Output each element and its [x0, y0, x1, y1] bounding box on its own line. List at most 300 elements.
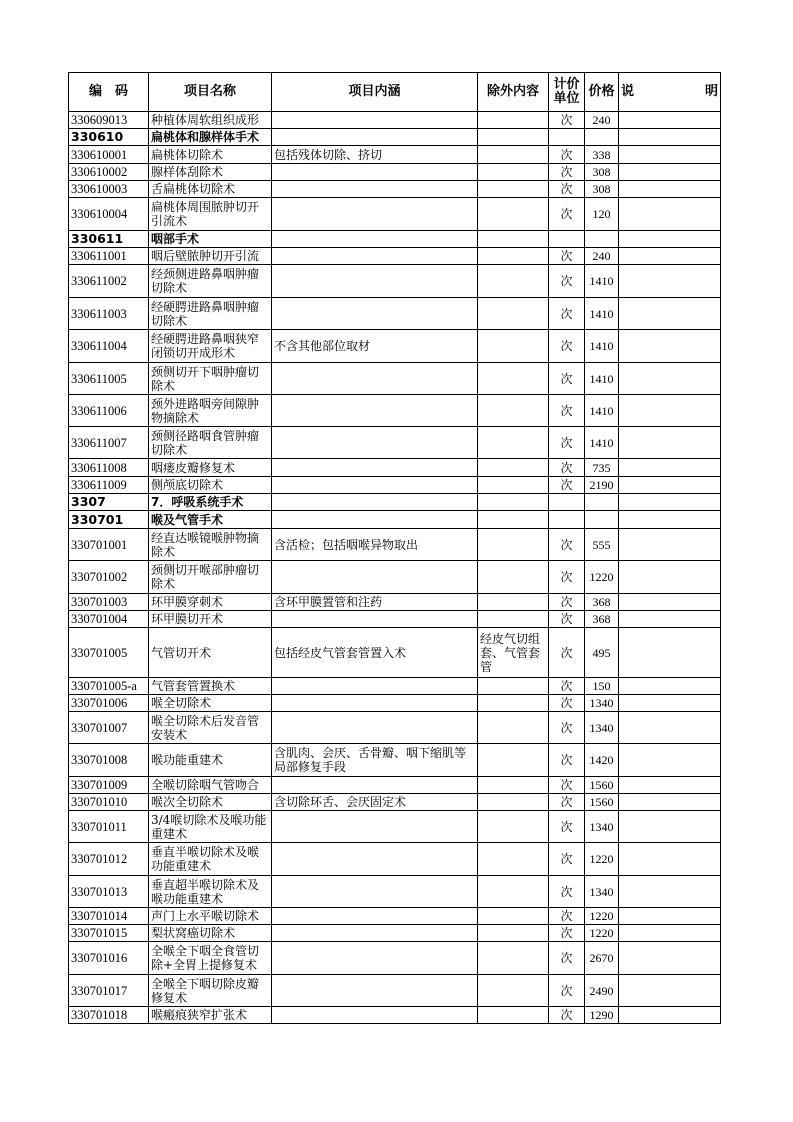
- content-cell: [272, 265, 478, 298]
- table-row: [69, 477, 721, 494]
- exclude-cell: [478, 908, 549, 925]
- unit-cell: 次: [549, 611, 585, 628]
- name-cell: 经硬腭进路鼻咽肿瘤切除术: [149, 298, 272, 330]
- note-cell: [619, 146, 721, 164]
- price-cell: 1420: [585, 744, 619, 777]
- name-cell: 7．呼吸系统手术: [149, 494, 272, 511]
- unit-cell: 次: [549, 1007, 585, 1024]
- content-cell: 含肌肉、会厌、舌骨瓣、咽下缩肌等局部修复手段: [272, 744, 478, 777]
- name-cell: 梨状窝癌切除术: [149, 925, 272, 942]
- price-cell: 1220: [585, 908, 619, 925]
- content-cell: [272, 427, 478, 459]
- table-row: [69, 561, 721, 594]
- name-cell: 气管套管置换术: [149, 678, 272, 695]
- content-cell: [272, 777, 478, 794]
- table-row: [69, 330, 721, 363]
- note-cell: [619, 181, 721, 198]
- price-cell: 308: [585, 181, 619, 198]
- price-cell: 150: [585, 678, 619, 695]
- unit-cell: 次: [549, 265, 585, 298]
- content-cell: [272, 198, 478, 231]
- name-cell: 声门上水平喉切除术: [149, 908, 272, 925]
- code-cell: 330611008: [69, 459, 149, 477]
- unit-cell: 次: [549, 594, 585, 611]
- table-row: [69, 529, 721, 561]
- content-cell: [272, 494, 478, 511]
- code-cell: 330701009: [69, 777, 149, 794]
- price-cell: 1560: [585, 794, 619, 811]
- note-cell: [619, 908, 721, 925]
- code-cell: 330701003: [69, 594, 149, 611]
- code-cell: 330701017: [69, 975, 149, 1007]
- price-cell: 735: [585, 459, 619, 477]
- note-cell: [619, 794, 721, 811]
- note-cell: [619, 395, 721, 427]
- price-table: [68, 72, 721, 1024]
- exclude-cell: [478, 129, 549, 146]
- price-cell: 1340: [585, 811, 619, 843]
- unit-cell: 次: [549, 112, 585, 129]
- unit-cell: 次: [549, 843, 585, 876]
- name-cell: 全喉全下咽全食管切除+全胃上提修复术: [149, 942, 272, 975]
- note-cell: [619, 248, 721, 265]
- note-cell: [619, 843, 721, 876]
- content-cell: [272, 298, 478, 330]
- exclude-cell: [478, 330, 549, 363]
- name-cell: 喉全切除术: [149, 695, 272, 712]
- code-cell: 330701011: [69, 811, 149, 843]
- unit-cell: 次: [549, 876, 585, 908]
- code-cell: 330701018: [69, 1007, 149, 1024]
- content-cell: [272, 112, 478, 129]
- name-cell: 腺样体刮除术: [149, 164, 272, 181]
- note-cell: [619, 363, 721, 395]
- code-cell: 330701001: [69, 529, 149, 561]
- unit-cell: 次: [549, 164, 585, 181]
- price-cell: 1220: [585, 843, 619, 876]
- code-cell: 330701005-a: [69, 678, 149, 695]
- content-cell: [272, 876, 478, 908]
- code-cell: 330611001: [69, 248, 149, 265]
- code-cell: 330701013: [69, 876, 149, 908]
- price-cell: 1410: [585, 298, 619, 330]
- price-cell: 338: [585, 146, 619, 164]
- exclude-cell: [478, 712, 549, 744]
- note-cell: [619, 925, 721, 942]
- name-cell: 颈外进路咽旁间隙肿物摘除术: [149, 395, 272, 427]
- exclude-cell: [478, 811, 549, 843]
- note-cell: [619, 112, 721, 129]
- unit-cell: 次: [549, 925, 585, 942]
- price-cell: 1290: [585, 1007, 619, 1024]
- name-cell: 垂直超半喉切除术及喉功能重建术: [149, 876, 272, 908]
- price-cell: 1340: [585, 712, 619, 744]
- exclude-cell: [478, 459, 549, 477]
- name-cell: 气管切开术: [149, 628, 272, 678]
- code-cell: 330611005: [69, 363, 149, 395]
- content-cell: 含活检；包括咽喉异物取出: [272, 529, 478, 561]
- content-cell: [272, 231, 478, 248]
- note-cell: [619, 298, 721, 330]
- table-row: [69, 975, 721, 1007]
- exclude-cell: [478, 843, 549, 876]
- price-cell: 1220: [585, 561, 619, 594]
- exclude-cell: [478, 511, 549, 529]
- exclude-cell: [478, 248, 549, 265]
- exclude-cell: [478, 529, 549, 561]
- name-cell: 颈侧切开下咽肿瘤切除术: [149, 363, 272, 395]
- name-cell: 环甲膜切开术: [149, 611, 272, 628]
- table-row: [69, 112, 721, 129]
- section-row: [69, 511, 721, 529]
- table-row: [69, 265, 721, 298]
- table-row: [69, 298, 721, 330]
- table-row: [69, 1007, 721, 1024]
- code-cell: 330610001: [69, 146, 149, 164]
- header-note-right: 明: [704, 84, 718, 99]
- price-cell: 2490: [585, 975, 619, 1007]
- table-row: [69, 777, 721, 794]
- table-row: [69, 678, 721, 695]
- note-cell: [619, 678, 721, 695]
- exclude-cell: [478, 744, 549, 777]
- note-cell: [619, 712, 721, 744]
- table-row: [69, 164, 721, 181]
- code-cell: 330610003: [69, 181, 149, 198]
- unit-cell: [549, 494, 585, 511]
- content-cell: 不含其他部位取材: [272, 330, 478, 363]
- note-cell: [619, 198, 721, 231]
- content-cell: [272, 363, 478, 395]
- name-cell: 咽部手术: [149, 231, 272, 248]
- exclude-cell: [478, 695, 549, 712]
- exclude-cell: [478, 363, 549, 395]
- code-cell: 330610004: [69, 198, 149, 231]
- code-cell: 330611003: [69, 298, 149, 330]
- code-cell: 330701004: [69, 611, 149, 628]
- name-cell: 3/4喉切除术及喉功能重建术: [149, 811, 272, 843]
- header-code: 编 码: [69, 73, 149, 112]
- price-cell: [585, 511, 619, 529]
- table-row: [69, 395, 721, 427]
- content-cell: [272, 925, 478, 942]
- note-cell: [619, 876, 721, 908]
- price-cell: 555: [585, 529, 619, 561]
- code-cell: 330611007: [69, 427, 149, 459]
- unit-cell: [549, 511, 585, 529]
- section-row: [69, 231, 721, 248]
- table-body: [69, 112, 721, 1024]
- note-cell: [619, 811, 721, 843]
- content-cell: [272, 695, 478, 712]
- price-cell: 1220: [585, 925, 619, 942]
- code-cell: 330611009: [69, 477, 149, 494]
- price-cell: 1410: [585, 427, 619, 459]
- name-cell: 喉全切除术后发音管安装术: [149, 712, 272, 744]
- content-cell: [272, 942, 478, 975]
- code-cell: 3307: [69, 494, 149, 511]
- price-cell: [585, 129, 619, 146]
- name-cell: 扁桃体周围脓肿切开引流术: [149, 198, 272, 231]
- section-row: [69, 494, 721, 511]
- table-row: [69, 811, 721, 843]
- content-cell: [272, 611, 478, 628]
- name-cell: 扁桃体切除术: [149, 146, 272, 164]
- note-cell: [619, 744, 721, 777]
- code-cell: 330701010: [69, 794, 149, 811]
- name-cell: 喉瘢痕狭窄扩张术: [149, 1007, 272, 1024]
- name-cell: 种植体周软组织成形: [149, 112, 272, 129]
- exclude-cell: [478, 427, 549, 459]
- table-row: [69, 594, 721, 611]
- table-row: [69, 843, 721, 876]
- unit-cell: 次: [549, 942, 585, 975]
- exclude-cell: [478, 561, 549, 594]
- code-cell: 330701012: [69, 843, 149, 876]
- table-row: [69, 459, 721, 477]
- unit-cell: 次: [549, 975, 585, 1007]
- exclude-cell: [478, 164, 549, 181]
- exclude-cell: 经皮气切组套、气管套管: [478, 628, 549, 678]
- exclude-cell: [478, 112, 549, 129]
- content-cell: [272, 712, 478, 744]
- unit-cell: 次: [549, 248, 585, 265]
- unit-cell: 次: [549, 695, 585, 712]
- content-cell: [272, 975, 478, 1007]
- table-row: [69, 611, 721, 628]
- table-row: [69, 628, 721, 678]
- unit-cell: 次: [549, 198, 585, 231]
- note-cell: [619, 611, 721, 628]
- code-cell: 330611004: [69, 330, 149, 363]
- note-cell: [619, 942, 721, 975]
- price-cell: 495: [585, 628, 619, 678]
- price-cell: 1410: [585, 363, 619, 395]
- price-cell: 1340: [585, 876, 619, 908]
- code-cell: 330609013: [69, 112, 149, 129]
- table-row: [69, 876, 721, 908]
- note-cell: [619, 777, 721, 794]
- section-row: [69, 129, 721, 146]
- unit-cell: 次: [549, 427, 585, 459]
- code-cell: 330701002: [69, 561, 149, 594]
- content-cell: [272, 561, 478, 594]
- code-cell: 330701005: [69, 628, 149, 678]
- exclude-cell: [478, 942, 549, 975]
- name-cell: 侧颅底切除术: [149, 477, 272, 494]
- content-cell: [272, 477, 478, 494]
- exclude-cell: [478, 678, 549, 695]
- unit-cell: [549, 231, 585, 248]
- exclude-cell: [478, 146, 549, 164]
- table-row: [69, 181, 721, 198]
- note-cell: [619, 628, 721, 678]
- header-price: 价格: [585, 73, 619, 112]
- exclude-cell: [478, 181, 549, 198]
- unit-cell: 次: [549, 794, 585, 811]
- code-cell: 330701016: [69, 942, 149, 975]
- name-cell: 垂直半喉切除术及喉功能重建术: [149, 843, 272, 876]
- header-unit: 计价单位: [549, 73, 585, 112]
- header-note-left: 说: [621, 84, 635, 99]
- note-cell: [619, 164, 721, 181]
- header-content: 项目内涵: [272, 73, 478, 112]
- price-cell: 1410: [585, 330, 619, 363]
- unit-cell: 次: [549, 298, 585, 330]
- exclude-cell: [478, 594, 549, 611]
- code-cell: 330611006: [69, 395, 149, 427]
- note-cell: [619, 561, 721, 594]
- unit-cell: 次: [549, 181, 585, 198]
- content-cell: [272, 678, 478, 695]
- table-row: [69, 942, 721, 975]
- content-cell: 含切除环舌、会厌固定术: [272, 794, 478, 811]
- exclude-cell: [478, 494, 549, 511]
- exclude-cell: [478, 231, 549, 248]
- content-cell: [272, 1007, 478, 1024]
- price-cell: 1410: [585, 265, 619, 298]
- price-cell: [585, 494, 619, 511]
- table-row: [69, 695, 721, 712]
- exclude-cell: [478, 925, 549, 942]
- name-cell: 经颈侧进路鼻咽肿瘤切除术: [149, 265, 272, 298]
- note-cell: [619, 265, 721, 298]
- content-cell: [272, 459, 478, 477]
- content-cell: 含环甲膜置管和注药: [272, 594, 478, 611]
- note-cell: [619, 494, 721, 511]
- unit-cell: [549, 129, 585, 146]
- table-row: [69, 925, 721, 942]
- note-cell: [619, 695, 721, 712]
- exclude-cell: [478, 395, 549, 427]
- name-cell: 咽后壁脓肿切开引流: [149, 248, 272, 265]
- price-cell: 368: [585, 594, 619, 611]
- code-cell: 330701014: [69, 908, 149, 925]
- note-cell: [619, 129, 721, 146]
- code-cell: 330610: [69, 129, 149, 146]
- price-cell: 1560: [585, 777, 619, 794]
- unit-cell: 次: [549, 363, 585, 395]
- price-cell: 368: [585, 611, 619, 628]
- note-cell: [619, 529, 721, 561]
- content-cell: [272, 811, 478, 843]
- note-cell: [619, 427, 721, 459]
- unit-cell: 次: [549, 678, 585, 695]
- exclude-cell: [478, 794, 549, 811]
- name-cell: 喉及气管手术: [149, 511, 272, 529]
- note-cell: [619, 459, 721, 477]
- table-row: [69, 908, 721, 925]
- code-cell: 330610002: [69, 164, 149, 181]
- unit-cell: 次: [549, 395, 585, 427]
- exclude-cell: [478, 611, 549, 628]
- exclude-cell: [478, 975, 549, 1007]
- exclude-cell: [478, 198, 549, 231]
- price-cell: 2190: [585, 477, 619, 494]
- unit-cell: 次: [549, 459, 585, 477]
- exclude-cell: [478, 298, 549, 330]
- table-row: [69, 363, 721, 395]
- unit-cell: 次: [549, 146, 585, 164]
- table-row: [69, 427, 721, 459]
- unit-cell: 次: [549, 744, 585, 777]
- table-row: [69, 712, 721, 744]
- table-row: [69, 198, 721, 231]
- name-cell: 全喉切除咽气管吻合: [149, 777, 272, 794]
- table-row: [69, 794, 721, 811]
- exclude-cell: [478, 876, 549, 908]
- content-cell: [272, 395, 478, 427]
- note-cell: [619, 330, 721, 363]
- code-cell: 330701015: [69, 925, 149, 942]
- content-cell: [272, 164, 478, 181]
- header-name: 项目名称: [149, 73, 272, 112]
- name-cell: 颈侧径路咽食管肿瘤切除术: [149, 427, 272, 459]
- price-cell: 240: [585, 112, 619, 129]
- unit-cell: 次: [549, 330, 585, 363]
- unit-cell: 次: [549, 908, 585, 925]
- header-exclude: 除外内容: [478, 73, 549, 112]
- table-row: [69, 744, 721, 777]
- name-cell: 咽瘘皮瓣修复术: [149, 459, 272, 477]
- unit-cell: 次: [549, 561, 585, 594]
- note-cell: [619, 975, 721, 1007]
- name-cell: 舌扁桃体切除术: [149, 181, 272, 198]
- name-cell: 喉次全切除术: [149, 794, 272, 811]
- code-cell: 330701: [69, 511, 149, 529]
- name-cell: 经直达喉镜喉肿物摘除术: [149, 529, 272, 561]
- exclude-cell: [478, 265, 549, 298]
- code-cell: 330701006: [69, 695, 149, 712]
- code-cell: 330611: [69, 231, 149, 248]
- name-cell: 全喉全下咽切除皮瓣修复术: [149, 975, 272, 1007]
- code-cell: 330611002: [69, 265, 149, 298]
- content-cell: [272, 248, 478, 265]
- content-cell: [272, 511, 478, 529]
- note-cell: [619, 1007, 721, 1024]
- content-cell: [272, 908, 478, 925]
- table-row: [69, 248, 721, 265]
- unit-cell: 次: [549, 628, 585, 678]
- exclude-cell: [478, 1007, 549, 1024]
- content-cell: [272, 129, 478, 146]
- price-cell: 1410: [585, 395, 619, 427]
- content-cell: [272, 843, 478, 876]
- name-cell: 经硬腭进路鼻咽狭窄闭锁切开成形术: [149, 330, 272, 363]
- exclude-cell: [478, 477, 549, 494]
- note-cell: [619, 511, 721, 529]
- name-cell: 扁桃体和腺样体手术: [149, 129, 272, 146]
- note-cell: [619, 477, 721, 494]
- unit-cell: 次: [549, 529, 585, 561]
- header-row: [69, 73, 721, 112]
- price-cell: 308: [585, 164, 619, 181]
- content-cell: 包括残体切除、挤切: [272, 146, 478, 164]
- exclude-cell: [478, 777, 549, 794]
- code-cell: 330701008: [69, 744, 149, 777]
- table-row: [69, 146, 721, 164]
- content-cell: [272, 181, 478, 198]
- price-cell: 1340: [585, 695, 619, 712]
- note-cell: [619, 594, 721, 611]
- code-cell: 330701007: [69, 712, 149, 744]
- unit-cell: 次: [549, 777, 585, 794]
- price-cell: 120: [585, 198, 619, 231]
- name-cell: 喉功能重建术: [149, 744, 272, 777]
- header-note: [619, 73, 721, 112]
- note-cell: [619, 231, 721, 248]
- unit-cell: 次: [549, 477, 585, 494]
